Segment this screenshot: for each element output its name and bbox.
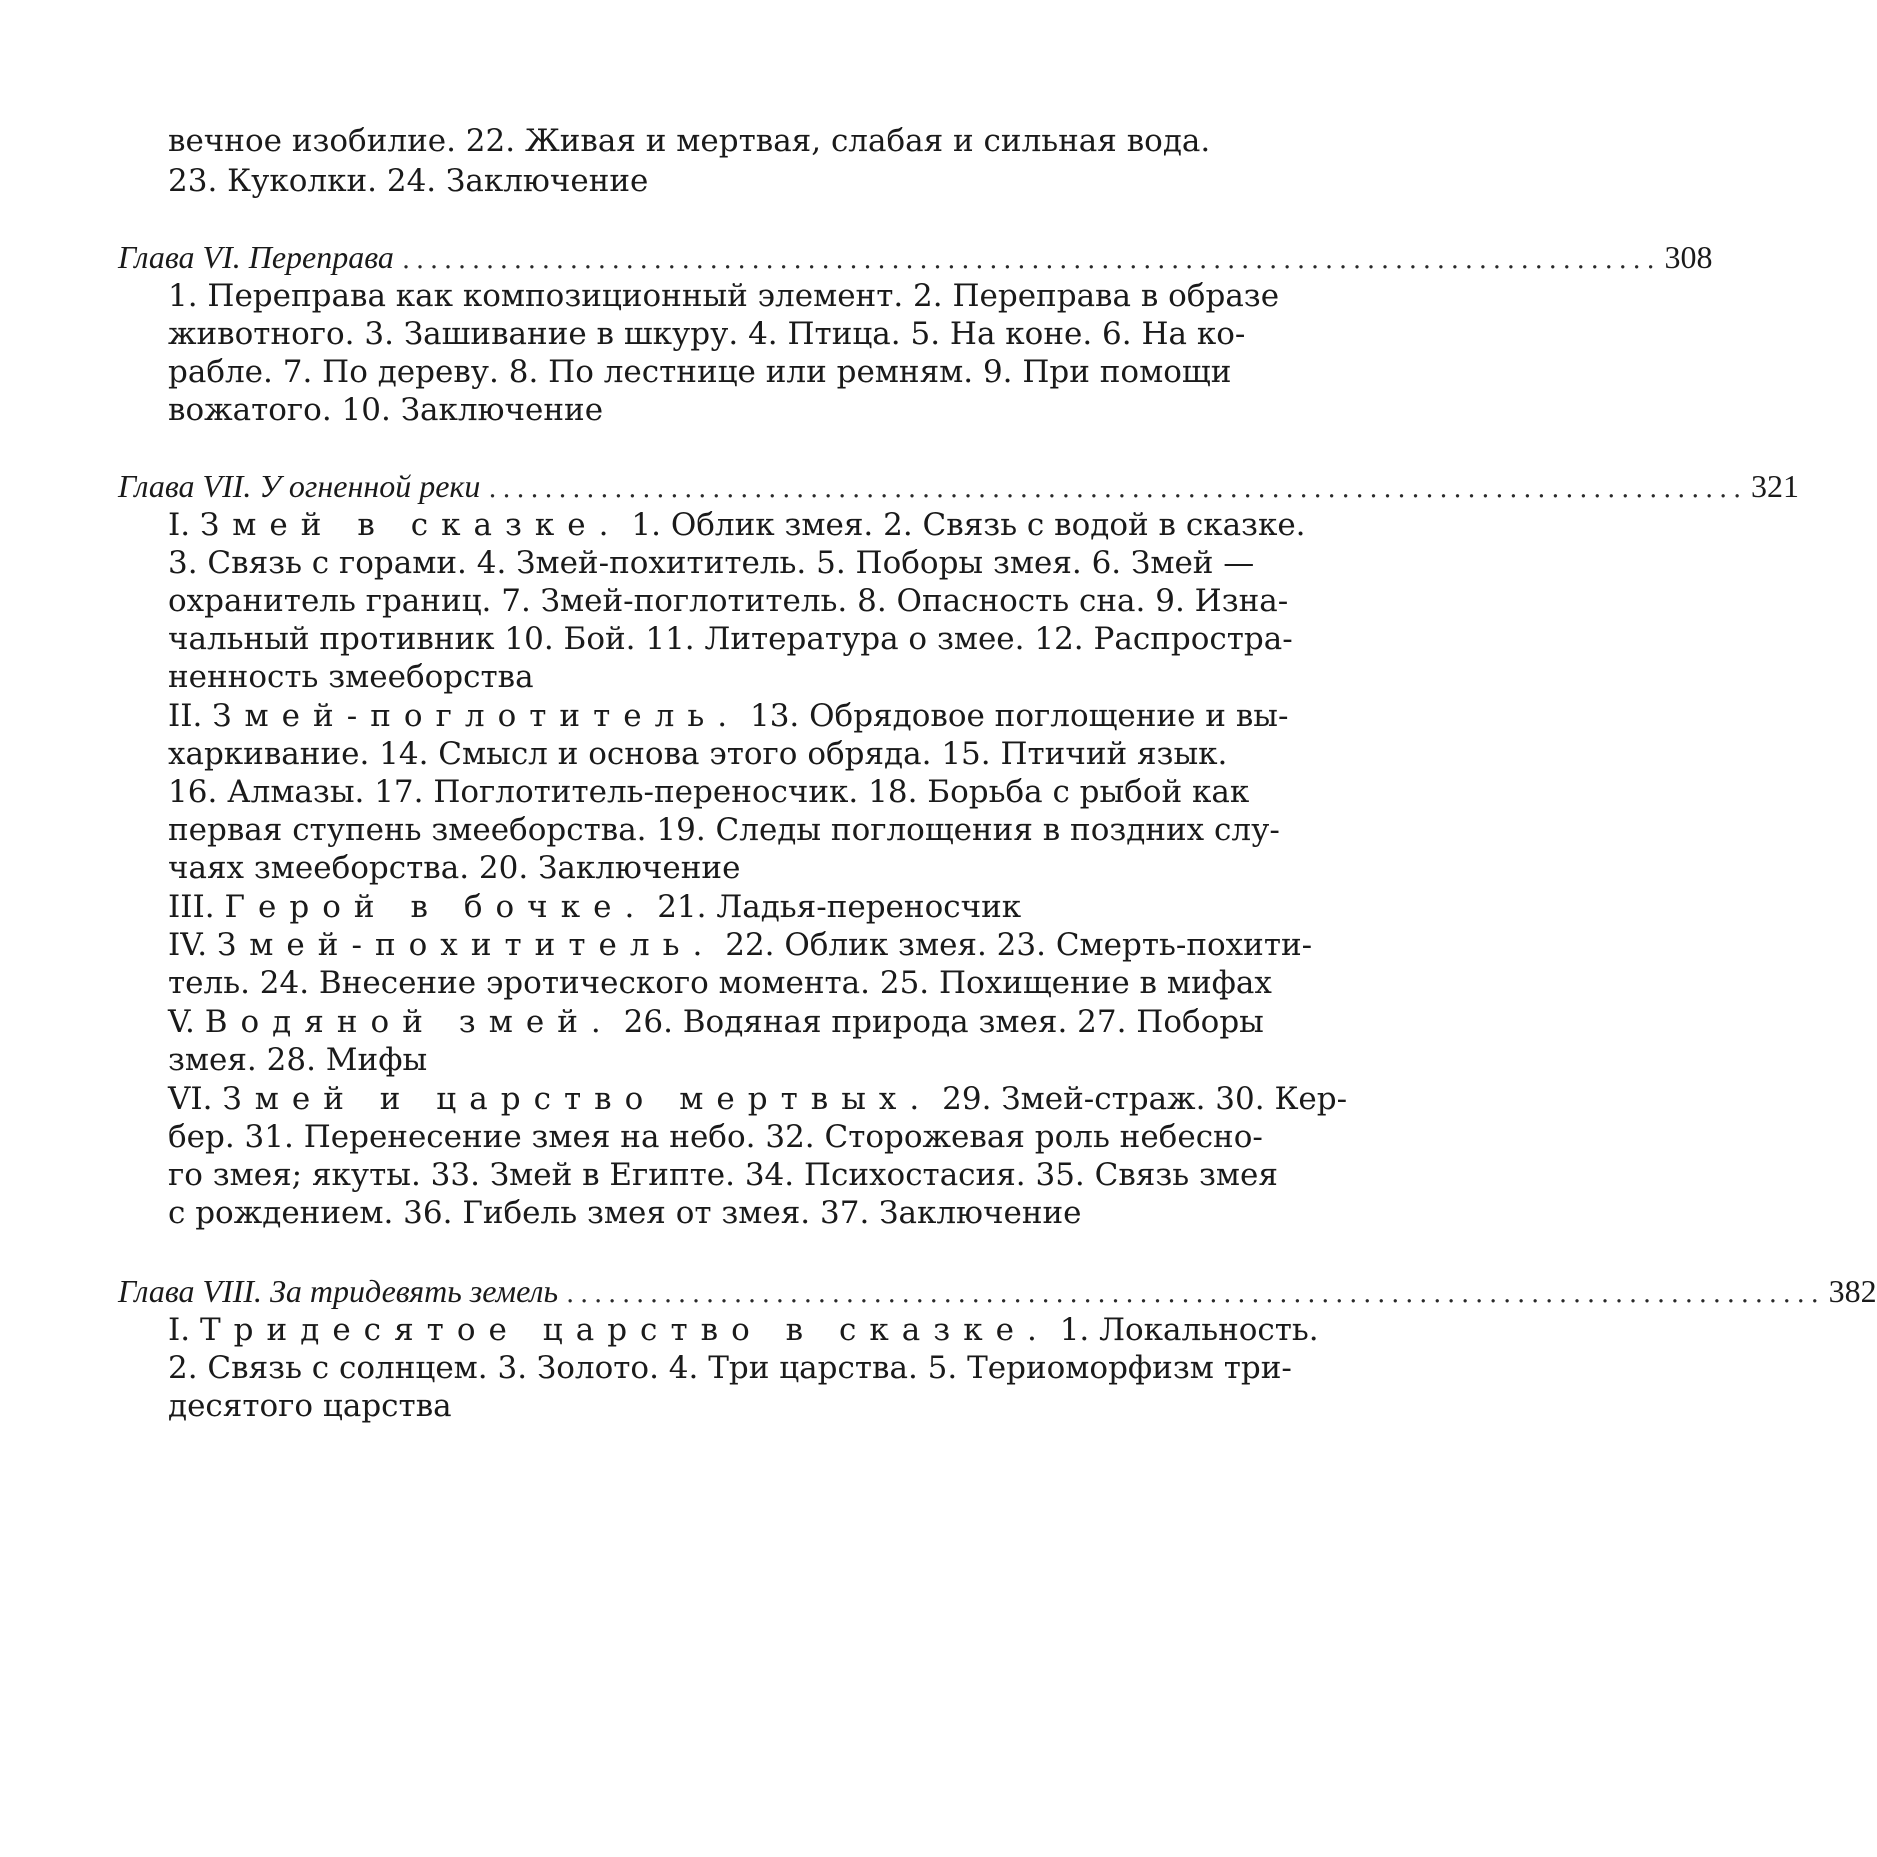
chapter-title: Глава VIII. За тридевять земель xyxy=(118,1273,559,1309)
section-heading: Змей и царство мертвых. xyxy=(222,1081,933,1117)
section-text: 13. Обрядовое поглощение и вы- xyxy=(749,698,1289,734)
dot-leader: .......................................................................................... xyxy=(488,474,1748,504)
section-line: 3. Связь с горами. 4. Змей-похититель. 5. Поборы змея. 6. Змей — xyxy=(168,545,1255,581)
section-line: с рождением. 36. Гибель змея от змея. 37. Заключение xyxy=(168,1195,1082,1231)
section-heading: Змей-похититель. xyxy=(216,927,716,963)
section-heading: Змей в сказке. xyxy=(199,507,622,543)
section-number: IV. xyxy=(168,927,208,963)
section-heading: Змей-поглотитель. xyxy=(212,698,741,734)
chapter-page-number: 308 xyxy=(1664,239,1713,275)
section-heading: Водяной змей. xyxy=(204,1004,614,1040)
section-text: 26. Водяная природа змея. 27. Поборы xyxy=(623,1004,1264,1040)
section-heading: Герой в бочке. xyxy=(224,889,648,925)
section-line: десятого царства xyxy=(168,1388,452,1424)
chapter-line: вожатого. 10. Заключение xyxy=(168,392,604,428)
section-number: V. xyxy=(168,1004,195,1040)
section-line: охранитель границ. 7. Змей-поглотитель. 8. Опасность сна. 9. Изна- xyxy=(168,583,1289,619)
toc-page xyxy=(118,0,1877,1857)
intro-line: 23. Куколки. 24. Заключение xyxy=(168,163,649,199)
section-line: змея. 28. Мифы xyxy=(168,1042,428,1078)
section-number: I. xyxy=(168,507,191,543)
section-line: бер. 31. Перенесение змея на небо. 32. Сторожевая роль небесно- xyxy=(168,1119,1263,1155)
section-number: VI. xyxy=(168,1081,213,1117)
section-line: го змея; якуты. 33. Змей в Египте. 34. Психостасия. 35. Связь змея xyxy=(168,1157,1278,1193)
chapter-line: рабле. 7. По дереву. 8. По лестнице или ремням. 9. При помощи xyxy=(168,354,1232,390)
section-text: 1. Локальность. xyxy=(1059,1312,1319,1348)
chapter-title: Глава VII. У огненной реки xyxy=(118,468,481,504)
chapter-line: 1. Переправа как композиционный элемент. 2. Переправа в образе xyxy=(168,278,1280,314)
section-line: чальный противник 10. Бой. 11. Литература о змее. 12. Распростра- xyxy=(168,621,1293,657)
section-text: 22. Облик змея. 23. Смерть-похити- xyxy=(725,927,1313,963)
section-heading: Тридесятое царство в сказке. xyxy=(199,1312,1050,1348)
chapter-page-number: 382 xyxy=(1828,1273,1877,1309)
section-line: 2. Связь с солнцем. 3. Золото. 4. Три царства. 5. Териоморфизм три- xyxy=(168,1350,1292,1386)
chapter-page-number: 321 xyxy=(1751,468,1800,504)
section-line: тель. 24. Внесение эротического момента. 25. Похищение в мифах xyxy=(168,965,1272,1001)
section-line: ненность змееборства xyxy=(168,659,534,695)
section-line: первая ступень змееборства. 19. Следы поглощения в поздних слу- xyxy=(168,812,1280,848)
section-line: чаях змееборства. 20. Заключение xyxy=(168,850,741,886)
dot-leader: .......................................................................................... xyxy=(401,245,1661,275)
section-line: харкивание. 14. Смысл и основа этого обряда. 15. Птичий язык. xyxy=(168,736,1228,772)
section-number: III. xyxy=(168,889,215,925)
chapter-line: животного. 3. Зашивание в шкуру. 4. Птица. 5. На коне. 6. На ко- xyxy=(168,316,1246,352)
section-text: 1. Облик змея. 2. Связь с водой в сказке. xyxy=(631,507,1306,543)
section-text: 21. Ладья-переносчик xyxy=(657,889,1022,925)
section-text: 29. Змей-страж. 30. Кер- xyxy=(942,1081,1348,1117)
intro-line: вечное изобилие. 22. Живая и мертвая, слабая и сильная вода. xyxy=(168,123,1211,159)
dot-leader: .......................................................................................... xyxy=(566,1279,1825,1309)
section-number: I. xyxy=(168,1312,191,1348)
chapter-title: Глава VI. Переправа xyxy=(118,239,394,275)
section-line: 16. Алмазы. 17. Поглотитель-переносчик. 18. Борьба с рыбой как xyxy=(168,774,1250,810)
section-number: II. xyxy=(168,698,203,734)
